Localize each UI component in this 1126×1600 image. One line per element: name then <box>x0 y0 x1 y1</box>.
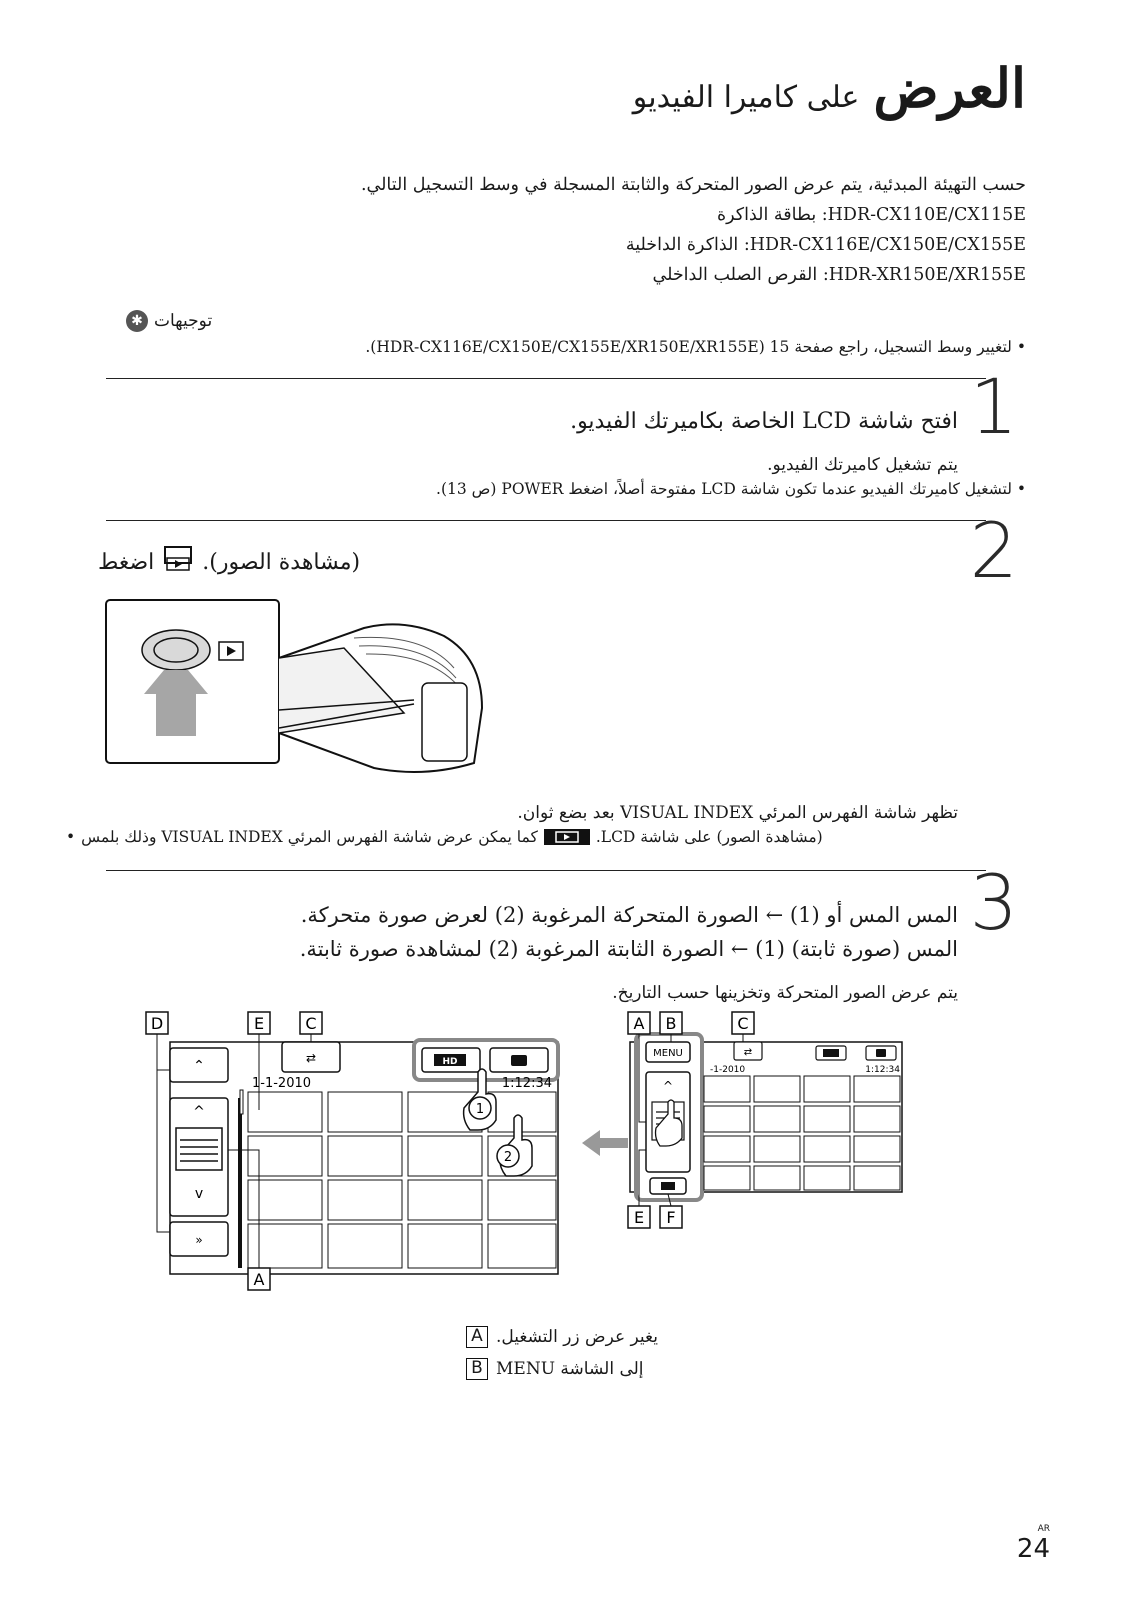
callout-e-label: E <box>633 1208 645 1227</box>
menu-button-label: MENU <box>653 1048 683 1059</box>
thumbnail[interactable] <box>804 1076 850 1102</box>
thumbnail[interactable] <box>328 1180 402 1220</box>
step1-bullet-text: لتشغيل كاميرتك الفيديو عندما تكون شاشة LCD مفتوحة أصلاً، اضغط POWER (ص 13). <box>436 480 1012 498</box>
legend-letter-a: A <box>466 1326 488 1348</box>
thumbnail[interactable] <box>804 1166 850 1190</box>
camera-side-panel <box>422 683 467 761</box>
callout-a-label: A <box>253 1270 265 1289</box>
divider <box>106 378 986 379</box>
date-label: -1-2010 <box>710 1065 746 1075</box>
step2-text-after: (مشاهدة الصور). <box>202 550 361 575</box>
power-button-outline <box>142 630 210 670</box>
legend-letter-b: B <box>466 1358 488 1380</box>
leader-line <box>157 1034 170 1070</box>
time-label: 1:12:34 <box>501 1076 552 1091</box>
step2-text <box>98 546 958 580</box>
play-button-icon <box>544 829 590 845</box>
play-icon <box>661 1182 675 1190</box>
page-number-value: 24 <box>1016 1534 1050 1564</box>
step2-text-before: اضغط <box>98 550 155 575</box>
step2-bullet <box>66 826 1026 848</box>
step1-text: افتح شاشة LCD الخاصة بكاميرتك الفيديو. <box>570 409 958 434</box>
legend-text-b: إلى الشاشة MENU <box>496 1359 644 1379</box>
intro-line-2: HDR-CX110E/CX115E: بطاقة الذاكرة <box>716 205 1026 225</box>
title-large: العرض <box>873 56 1026 120</box>
camera-illustration <box>104 598 484 778</box>
timeline-bar <box>238 1098 242 1268</box>
thumbnail[interactable] <box>488 1224 556 1268</box>
callout-b-label: B <box>665 1014 677 1033</box>
thumbnail[interactable] <box>408 1136 482 1176</box>
intro-line-3: HDR-CX116E/CX150E/CX155E: الذاكرة الداخلية <box>625 235 1026 255</box>
thumbnail[interactable] <box>854 1076 900 1102</box>
thumbnail[interactable] <box>488 1180 556 1220</box>
thumbnail[interactable] <box>754 1136 800 1162</box>
hd-icon <box>823 1049 839 1057</box>
step-number-1: 1 <box>969 362 1018 451</box>
double-up-icon: ⌃ <box>193 1058 205 1074</box>
tips-bullet-text: لتغيير وسط التسجيل، راجع صفحة 15 (HDR-CX116E/CX150E/CX155E/XR150E/XR155E). <box>365 338 1012 356</box>
lightbulb-icon: ✱ <box>126 310 148 332</box>
callout-a-label: A <box>633 1014 645 1033</box>
thumbnail[interactable] <box>854 1136 900 1162</box>
hd-label: HD <box>442 1057 458 1067</box>
visual-index-screen-large <box>140 1010 570 1295</box>
thumbnail[interactable] <box>704 1166 750 1190</box>
thumbnail[interactable] <box>704 1136 750 1162</box>
thumbnail[interactable] <box>328 1224 402 1268</box>
thumbnail[interactable] <box>408 1224 482 1268</box>
step-marker-1: 1 <box>475 1102 485 1117</box>
thumbnail[interactable] <box>804 1106 850 1132</box>
visual-index-screen-small <box>620 1010 910 1235</box>
leader-line <box>157 1070 170 1232</box>
step3-line2: المس (صورة ثابتة) (1) ← الصورة الثابتة المرغوبة (2) لمشاهدة صورة ثابتة. <box>299 937 958 961</box>
step3-line1: المس المس أو (1) ← الصورة المتحركة المرغوبة (2) لعرض صورة متحركة. <box>300 903 958 927</box>
step3-sub: يتم عرض الصور المتحركة وتخزينها حسب التاريخ. <box>612 983 958 1003</box>
thumbnail[interactable] <box>854 1166 900 1190</box>
callout-c-label: C <box>737 1014 749 1033</box>
page-number <box>1017 1524 1050 1564</box>
step-number-2: 2 <box>969 506 1018 595</box>
timeline-marker <box>240 1090 243 1114</box>
mode-switch-icon: ⇄ <box>305 1051 317 1065</box>
thumbnail[interactable] <box>328 1136 402 1176</box>
step2-bullet-after: (مشاهدة الصور) على شاشة LCD. <box>595 828 823 846</box>
mode-switch-icon: ⇄ <box>743 1047 753 1058</box>
date-label: 1-1-2010 <box>252 1076 312 1091</box>
tips-label: توجيهات <box>154 311 213 331</box>
step1-bullet: • لتشغيل كاميرتك الفيديو عندما تكون شاشة LCD مفتوحة أصلاً، اضغط POWER (ص 13). <box>436 480 1026 498</box>
double-down-icon: » <box>195 1233 203 1247</box>
step-marker-2: 2 <box>503 1150 513 1165</box>
callout-d-label: D <box>150 1014 164 1033</box>
legend-item-b <box>466 1354 966 1384</box>
thumbnail[interactable] <box>854 1106 900 1132</box>
callout-c-label: C <box>305 1014 317 1033</box>
tips-heading <box>126 310 1026 332</box>
thumbnail[interactable] <box>754 1166 800 1190</box>
thumbnail[interactable] <box>408 1180 482 1220</box>
up-icon: ^ <box>193 1104 205 1120</box>
divider <box>106 870 986 871</box>
title-rest: على كاميرا الفيديو <box>632 80 860 115</box>
callout-f-label: F <box>666 1208 676 1227</box>
legend-item-a <box>466 1322 966 1352</box>
intro-line-4: HDR-XR150E/XR155E: القرص الصلب الداخلي <box>652 265 1026 285</box>
time-label: 1:12:34 <box>865 1065 900 1075</box>
scroll-bar-button[interactable] <box>176 1128 222 1170</box>
up-icon: ^ <box>662 1079 674 1093</box>
thumbnail[interactable] <box>328 1092 402 1132</box>
thumbnail[interactable] <box>704 1076 750 1102</box>
divider <box>106 520 986 521</box>
thumbnail[interactable] <box>804 1136 850 1162</box>
step2-bullet-before: كما يمكن عرض شاشة الفهرس المرئي VISUAL INDEX وذلك بلمس <box>81 828 538 846</box>
tips-bullet: • لتغيير وسط التسجيل، راجع صفحة 15 (HDR-CX116E/CX150E/CX155E/XR150E/XR155E). <box>365 338 1026 356</box>
camera-icon <box>511 1055 527 1066</box>
thumbnail[interactable] <box>754 1076 800 1102</box>
play-button-icon <box>164 546 192 564</box>
down-icon: v <box>194 1186 204 1202</box>
thumbnail-grid <box>248 1092 556 1268</box>
step-number-3: 3 <box>969 858 1018 947</box>
legend-text-a: يغير عرض زر التشغيل. <box>496 1327 658 1347</box>
intro-line-1: حسب التهيئة المبدئية، يتم عرض الصور المتحركة والثابتة المسجلة في وسط التسجيل التالي. <box>360 175 1026 195</box>
page-title <box>226 56 1026 120</box>
camera-icon <box>876 1049 886 1057</box>
bullet-dot: • <box>66 828 76 846</box>
thumbnail[interactable] <box>704 1106 750 1132</box>
page-lang: AR <box>1037 1524 1050 1534</box>
step2-sub: تظهر شاشة الفهرس المرئي VISUAL INDEX بعد بضع ثوان. <box>517 803 958 823</box>
callout-e-label: E <box>253 1014 265 1033</box>
step1-sub: يتم تشغيل كاميرتك الفيديو. <box>767 455 958 475</box>
thumbnail[interactable] <box>754 1106 800 1132</box>
